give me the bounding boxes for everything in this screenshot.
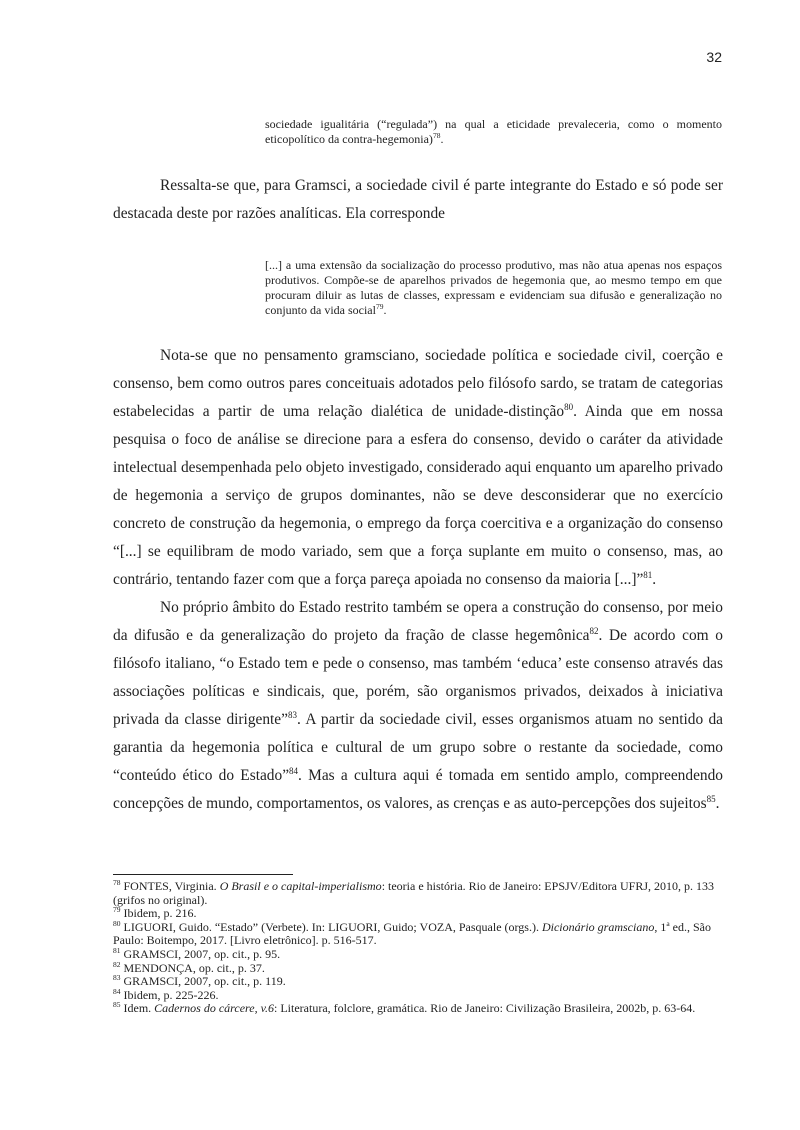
footnote-text: Idem. [120,1001,155,1016]
paragraph-2 [113,342,723,594]
quote-text: [...] a uma extensão da socialização do processo produtivo, mas não atua apenas nos espaços produtivos. Compõe-se de aparelhos privados de hegemonia que, ao mesmo tempo em que procuram diluir as lutas de classes, expressam e evidenciam sua difusão e generalização no conjunto da vida social [265,258,722,317]
footnote-text: LIGUORI, Guido. “Estado” (Verbete). In: LIGUORI, Guido; VOZA, Pasquale (orgs.). [120,919,542,934]
footnote-text: : Literatura, folclore, gramática. Rio de Janeiro: Civilização Brasileira, 2002b, p. 63-64. [274,1001,696,1016]
footnote-title: O Brasil e o capital-imperialismo [219,879,382,893]
footnote-text: MENDONÇA, op. cit., p. 37. [120,960,265,975]
page-number: 32 [706,49,722,65]
footnote-text: FONTES, Virginia. [120,879,220,893]
footnote-80 [113,918,725,948]
footnote-text: Ibidem, p. 216. [120,906,197,921]
footnote-text: ed., São Paulo: Boitempo, 2017. [Livro eletrônico]. p. 516-517. [113,919,711,948]
footnote-ref: 84 [289,766,299,776]
footnote-ref: 78 [432,131,441,140]
footnote-79 [113,907,725,921]
footnote-text: GRAMSCI, 2007, op. cit., p. 119. [120,974,286,989]
paragraph-text: . Ainda que em nossa pesquisa o foco de análise se direcione para a esfera do consenso, devido o caráter da atividade intelectual desempenhada pelo objeto investigado, considerado aqui enquanto um aparelho privado de hegemonia a serviço de grupos dominantes, não se deve desconsiderar que no exercício concreto de construção da hegemonia, o emprego da força coercitiva e a organização do consenso “[...] se equilibram de modo variado, sem que a força suplante em muito o consenso, mas, ao contrário, tentando fazer com que a força pareça apoiada no consenso da maioria [...]” [113,403,723,588]
ordinal-mark: a [666,918,670,928]
footnote-text: Ibidem, p. 225-226. [120,987,219,1002]
body-text [113,342,723,818]
paragraph-1 [113,172,723,228]
footnotes [113,880,725,1016]
paragraph-3 [113,594,723,818]
footnote-81 [113,945,725,962]
footnote-number: 84 [113,986,121,996]
footnote-83 [113,975,725,989]
footnote-text: : teoria e história. Rio de Janeiro: EPSJV/Editora UFRJ, 2010, p. 133 (grifos no original). [113,879,714,907]
paragraph-text: . A partir da sociedade civil, esses organismos atuam no sentido da garantia da hegemonia política e cultural de um grupo sobre o restante da sociedade, como “conteúdo ético do Estado” [113,711,724,784]
footnote-number: 78 [113,878,121,887]
footnote-ref: 83 [287,710,297,720]
paragraph-end: . [652,571,657,588]
footnote-ref: 79 [375,302,384,311]
paragraph-text: . De acordo com o filósofo italiano, “o Estado tem e pede o consenso, mas também ‘educa’ este consenso através das associações políticas e sindicais, que, porém, são organismos privados, deixados à iniciativa privada da classe dirigente” [113,627,723,728]
footnote-text: GRAMSCI, 2007, op. cit., p. 95. [120,946,281,961]
quote-text: sociedade igualitária (“regulada”) na qual a eticidade prevaleceria, como o momento eticopolítico da contra-hegemonia) [265,117,722,146]
paragraph-text: No próprio âmbito do Estado restrito também se opera a construção do consenso, por meio da difusão e da generalização do projeto da fração de classe hegemônica [113,599,723,644]
footnote-number: 85 [113,1000,121,1010]
footnote-number: 81 [113,945,121,955]
footnote-text: , 1 [654,919,667,934]
paragraph-text: . Mas a cultura aqui é tomada em sentido amplo, compreendendo concepções de mundo, comportamentos, os valores, as crenças e as auto-percepções dos sujeitos [113,767,723,812]
footnote-ref: 82 [589,626,599,636]
paragraph-text: Nota-se que no pensamento gramsciano, sociedade política e sociedade civil, coerção e consenso, bem como outros pares conceituais adotados pelo filósofo sardo, se tratam de categorias estabelecidas a partir de uma relação dialética de unidade-distinção [113,347,723,420]
footnote-number: 80 [113,918,121,928]
footnote-85 [113,1002,725,1016]
block-quote-2 [265,258,722,318]
footnote-number: 83 [113,973,121,983]
paragraph-end: . [715,795,720,812]
footnote-ref: 85 [706,794,716,804]
quote-end: . [383,303,387,317]
footnote-title: Dicionário gramsciano [541,919,655,934]
footnote-separator [113,874,293,875]
footnote-title: Cadernos do cárcere, v.6 [154,1001,275,1016]
footnote-ref: 80 [564,402,574,412]
quote-end: . [440,132,444,146]
footnote-78 [113,880,725,907]
block-quote-1 [265,117,722,147]
footnote-number: 82 [113,959,121,969]
paragraph-text: Ressalta-se que, para Gramsci, a sociedade civil é parte integrante do Estado e só pode ser destacada deste por razões analíticas. Ela corresponde [113,177,723,222]
footnote-number: 79 [113,905,121,915]
footnote-ref: 81 [643,570,653,580]
